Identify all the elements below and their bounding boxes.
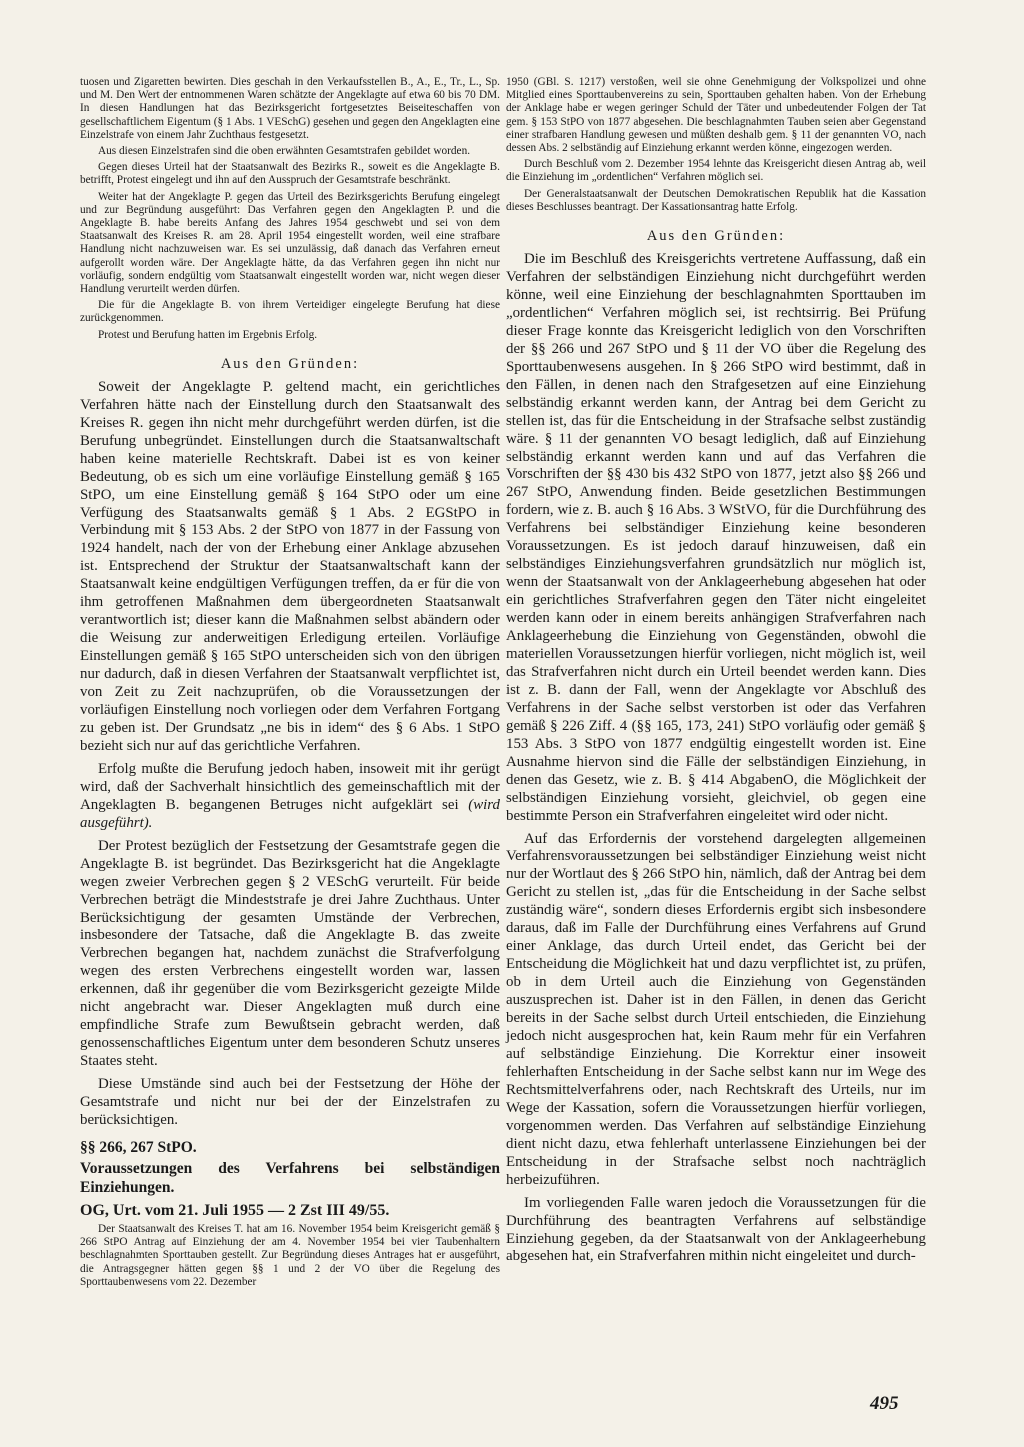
paragraph: 1950 (GBl. S. 1217) verstoßen, weil sie ohne Genehmigung der Volkspolizei und ohne Mitglied eines Sporttaubenvereins zu sein, Sporttauben gehalten haben. Von der Erhebung der Anklage habe er wegen geringer Schuld der Täter und unbedeutender Folgen der Tat gem. § 153 StPO von 1877 abgesehen. Die beschlagnahmten Tauben seien aber Gegenstand einer strafbaren Handlung gewesen und müßten deshalb gem. § 11 der genannten VO, nach dessen Abs. 2 selbständig auf Einziehung erkannt werden könne, eingezogen werden. [506, 76, 926, 155]
italic-note: (wird ausgeführt). [80, 796, 500, 831]
reasons-heading: Aus den Gründen: [646, 228, 786, 245]
paragraph: Die für die Angeklagte B. von ihrem Verteidiger eingelegte Berufung hat diese zurückgenommen. [80, 299, 500, 325]
paragraph: Soweit der Angeklagte P. geltend macht, ein gerichtliches Verfahren hätte nach der Einstellung durch den Staatsanwalt des Kreises R. gegen ihn nicht mehr durchgeführt werden dürfen, ist die Berufung unbegründet. Einstellungen durch die Staatsanwaltschaft haben keine materielle Rechtskraft. Dabei ist es von keiner Bedeutung, ob es sich um eine vorläufige Einstellung gemäß § 165 StPO, um eine Einstellung gemäß § 164 StPO oder um eine Verfügung des Staatsanwalts gemäß § 1 Abs. 2 EGStPO in Verbindung mit § 153 Abs. 2 der StPO von 1877 in der Fassung von 1924 handelt, nach der von der Erhebung einer Anklage abzusehen ist. Entsprechend der Struktur der Staatsanwaltschaft kann der Staatsanwalt keine endgültigen Verfügungen treffen, da er für die von ihm getroffenen Maßnahmen dem übergeordneten Staatsanwalt verantwortlich ist; dieser kann die Maßnahmen selbst abändern oder die Weisung zur anderweitigen Erledigung erteilen. Vorläufige Einstellungen gemäß § 165 StPO unterscheiden sich von den übrigen nur dadurch, daß in diesen Verfahren der Staatsanwalt verpflichtet ist, von Zeit zu Zeit nachzuprüfen, ob die Voraussetzungen der vorläufigen Einstellung noch vorliegen oder dem Verfahren Fortgang zu geben ist. Der Grundsatz „ne bis in idem“ des § 6 Abs. 1 StPO bezieht sich nur auf das gerichtliche Verfahren. [80, 378, 500, 754]
paragraph: Der Staatsanwalt des Kreises T. hat am 16. November 1954 beim Kreisgericht gemäß § 266 StPO Antrag auf Einziehung der am 4. November 1954 bei vier Taubenhaltern beschlagnahmten Sporttauben gestellt. Zur Begründung dieses Antrages hat er ausgeführt, die Antragsgegner hätten gegen §§ 1 und 2 der VO über die Regelung des Sporttaubenwesens vom 22. Dezember [80, 1222, 500, 1288]
paragraph: Aus diesen Einzelstrafen sind die oben erwähnten Gesamtstrafen gebildet worden. [98, 145, 471, 158]
section-title: Voraussetzungen des Verfahrens bei selbständigen Einziehungen. [80, 1159, 500, 1196]
paragraph: Protest und Berufung hatten im Ergebnis Erfolg. [98, 328, 318, 341]
right-column [506, 76, 926, 1271]
paragraph: Weiter hat der Angeklagte P. gegen das Urteil des Bezirksgerichts Berufung eingelegt und zur Begründung ausgeführt: Das Verfahren gegen den Angeklagten P. und die Angeklagte B. habe bereits Anfang des Jahres 1954 geschwebt und sei von dem Staatsanwalt des Kreises R. am 28. April 1954 eingestellt worden, weil eine strafbare Handlung nicht nachzuweisen war. Es sei unzulässig, daß danach das Verfahren erneut aufgerollt worden wäre. Der Angeklagte hätte, da das Verfahren gegen ihn nicht nur vorläufig, sondern endgültig vom Staatsanwalt eingestellt worden war, nicht wegen dieser Handlung verurteilt werden dürfen. [80, 190, 500, 296]
paragraph: Auf das Erfordernis der vorstehend dargelegten allgemeinen Verfahrensvoraussetzungen bei selbständiger Einziehung weist nicht nur der Wortlaut des § 266 StPO hin, nämlich, daß der Antrag bei dem Gericht zu stellen ist, „das für die Entscheidung in der Sache selbst zuständig wäre“, sondern dieses Erfordernis ergibt sich insbesondere daraus, daß im Falle der Durchführung eines Verfahrens auf Grund einer Anklage, das durch Urteil endet, das Gericht bei der Entscheidung die Möglichkeit hat und dazu verpflichtet ist, zu prüfen, ob in dem Urteil auch die Einziehung von Gegenständen auszusprechen ist. Daher ist in den Fällen, in denen das Gericht bereits in der Sache selbst durch Urteil entschieden, die Einziehung jedoch nicht ausgesprochen hat, kein Raum mehr für ein Verfahren auf selbständige Einziehung. Die Korrektur einer insoweit fehlerhaften Entscheidung in der Sache selbst kann nur im Wege des Rechtsmittelverfahrens oder, nach Rechtskraft des Urteils, nur im Wege der Kassation, sofern die Voraussetzungen hierfür vorliegen, vorgenommen werden. Das Verfahren auf selbständige Einziehung dient nicht dazu, etwa fehlerhaft unterlassene Einziehungen bei der Entscheidung in der Strafsache selbst noch nachträglich herbeizuführen. [506, 830, 926, 1188]
paragraph: Im vorliegenden Falle waren jedoch die Voraussetzungen für die Durchführung des beantragten Verfahrens auf selbständige Einziehung gegeben, da der Staatsanwalt von der Anklageerhebung abgesehen hat, ein Strafverfahren mithin nicht eingeleitet und durch- [506, 1194, 926, 1265]
right-summary-block [506, 76, 926, 214]
paragraph-text: Erfolg mußte die Berufung jedoch haben, insoweit mit ihr gerügt wird, daß der Sachverhalt hinsichtlich des gemeinschaftlich mit der Angeklagten B. begangenen Betruges nicht aufgeklärt sei [80, 760, 500, 813]
right-reasons-block [506, 251, 926, 1266]
paragraph: Gegen dieses Urteil hat der Staatsanwalt des Bezirks R., soweit es die Angeklagte B. betrifft, Protest eingelegt und ihn auf den Ausspruch der Gesamtstrafe beschränkt. [80, 161, 500, 187]
reasons-heading: Aus den Gründen: [220, 355, 360, 372]
paragraph: tuosen und Zigaretten bewirten. Dies geschah in den Verkaufsstellen B., A., E., Tr., L., Sp. und M. Den Wert der entnommenen Waren schätzte der Angeklagte auf etwa 60 bis 70 DM. In diesen Handlungen hat das Bezirksgericht fortgesetztes Beiseiteschaffen von gesellschaftlichem Eigentum (§ 1 Abs. 1 VESchG) gesehen und gegen den Angeklagten eine Einzelstrafe von einem Jahr Zuchthaus festgesetzt. [80, 76, 500, 141]
left-column [80, 76, 500, 1292]
left-case-summary [80, 1223, 500, 1289]
page-number: 495 [870, 1393, 899, 1414]
paragraph [80, 761, 500, 833]
paragraph: Die im Beschluß des Kreisgerichts vertretene Auffassung, daß ein Verfahren der selbständigen Einziehung nicht durchgeführt werden könne, weil eine Einziehung der beschlagnahmten Sporttauben im „ordentlichen“ Verfahren möglich sei, ist rechtsirrig. Bei Prüfung dieser Frage konnte das Kreisgericht lediglich von den Vorschriften der §§ 266 und 267 StPO und § 11 der VO über die Regelung des Sporttaubenwesens ausgehen. In § 266 StPO wird bestimmt, daß in den Fällen, in denen nach den Strafgesetzen auf eine Einziehung selbständig erkannt werden kann, der Antrag bei dem Gericht zu stellen ist, das für die Entscheidung in der Strafsache selbst zuständig wäre. § 11 der genannten VO besagt lediglich, daß auf Einziehung selbständig erkannt werden kann und auf das Verfahren die Vorschriften der §§ 430 bis 432 StPO von 1877, jetzt also §§ 266 und 267 StPO, Anwendung finden. Beide gesetzlichen Bestimmungen fordern, wie z. B. auch § 16 Abs. 3 WStVO, für die Durchführung des Verfahrens bei selbständiger Einziehung keine besonderen Voraussetzungen. Es ist jedoch darauf hinzuweisen, daß ein selbständiges Einziehungsverfahren grundsätzlich nur möglich ist, wenn der Staatsanwalt von der Anklageerhebung abgesehen hat oder ein gerichtliches Strafverfahren gegen den Täter nicht eingeleitet werden kann oder in einem bereits anhängigen Strafverfahren nach Anklageerhebung die Einziehung von Gegenständen, obwohl die materiellen Voraussetzungen hierfür vorliegen, nicht möglich ist, weil das Strafverfahren nicht durch ein Urteil beendet werden kann. Dies ist z. B. dann der Fall, wenn der Angeklagte vor Abschluß des Verfahrens in der Sache selbst verstorben ist oder das Verfahren gemäß § 226 Ziff. 4 (§§ 165, 173, 241) StPO vorläufig oder gemäß § 153 Abs. 3 StPO von 1877 endgültig eingestellt worden ist. Eine Ausnahme hiervon sind die Fälle der selbständigen Einziehung, in denen das Gesetz, wie z. B. § 414 AbgabenO, die Möglichkeit der selbständigen Einziehung vorsieht, gleichviel, ob gegen eine bestimmte Person ein Strafverfahren eingeleitet wird oder nicht. [506, 251, 926, 824]
left-summary-block [80, 76, 500, 342]
paragraph: Diese Umstände sind auch bei der Festsetzung der Höhe der Gesamtstrafe und nicht nur bei der der Einzelstrafen zu berücksichtigen. [80, 1076, 500, 1128]
paragraph: Der Generalstaatsanwalt der Deutschen Demokratischen Republik hat die Kassation dieses Beschlusses beantragt. Der Kassationsantrag hatte Erfolg. [506, 187, 926, 213]
case-citation: OG, Urt. vom 21. Juli 1955 — 2 Zst III 49/55. [80, 1201, 390, 1219]
section-reference: §§ 266, 267 StPO. [80, 1138, 197, 1156]
paragraph: Der Protest bezüglich der Festsetzung der Gesamtstrafe gegen die Angeklagte B. ist begründet. Das Bezirksgericht hat die Angeklagte wegen zweier Verbrechen gegen § 2 VESchG verurteilt. Für beide Verbrechen beträgt die Mindeststrafe je drei Jahre Zuchthaus. Unter Berücksichtigung der gesamten Umstände der Verbrechen, insbesondere der Tatsache, daß die Angeklagte B. das zweite Verbrechen begangen hat, nachdem zunächst die Strafverfolgung wegen des ersten Verbrechens eingestellt worden war, lassen erkennen, daß ihr gegenüber die vom Bezirksgericht gezeigte Milde nicht angebracht war. Dieser Angeklagten muß durch eine empfindliche Strafe zum Bewußtsein gebracht werden, daß genossenschaftliches Eigentum unter dem besonderen Schutz unseres Staates steht. [80, 837, 500, 1070]
paragraph: Durch Beschluß vom 2. Dezember 1954 lehnte das Kreisgericht diesen Antrag ab, weil die Einziehung im „ordentlichen“ Verfahren möglich sei. [506, 158, 926, 184]
left-reasons-block [80, 379, 500, 1130]
